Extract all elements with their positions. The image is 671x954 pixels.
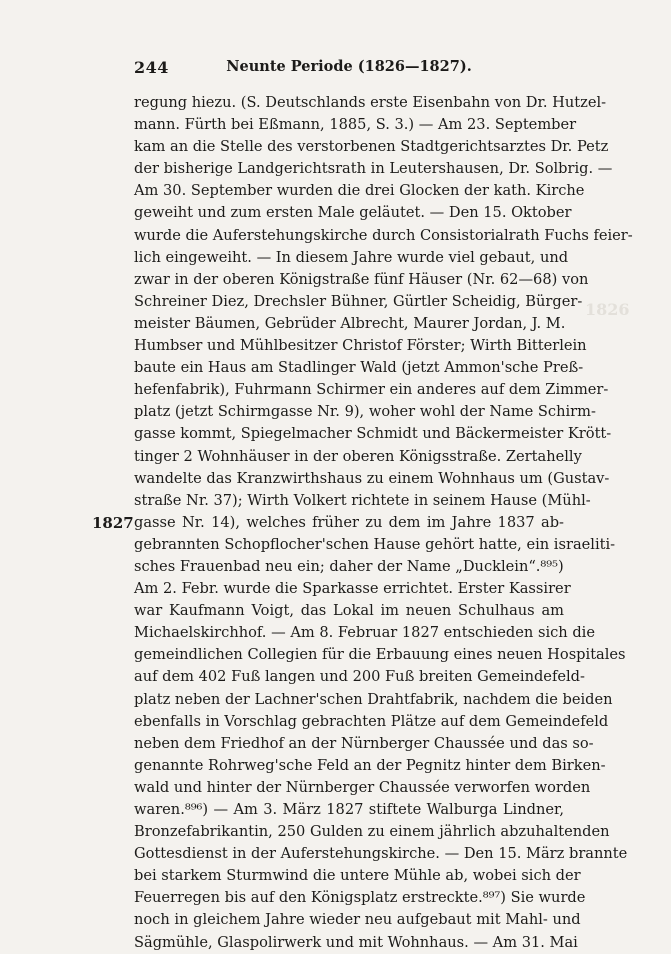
text-line: geweiht und zum ersten Male geläutet. — Den 15. Oktober [134,204,572,222]
text-line: gasse kommt, Spiegelmacher Schmidt und Bäckermeister Krött- [134,425,612,443]
text-line: kam an die Stelle des verstorbenen Stadtgerichtsarztes Dr. Petz [134,138,609,156]
text-line: gasse Nr. 14), welches früher zu dem im Jahre 1837 ab- [134,513,564,531]
text-line: Gottesdienst in der Auferstehungskirche. — Den 15. März brannte [134,845,628,863]
text-line: zwar in der oberen Königstraße fünf Häuser (Nr. 62—68) von [134,270,589,288]
text-line: Am 2. Febr. wurde die Sparkasse errichtet. Erster Kassirer [134,580,571,598]
text-line: Michaelskirchhof. — Am 8. Februar 1827 entschieden sich die [134,624,595,642]
text-line: auf dem 402 Fuß langen und 200 Fuß breiten Gemeindefeld- [134,668,585,686]
text-line: Humbser und Mühlbesitzer Christof Förster; Wirth Bitterlein [134,337,587,355]
page-header [134,58,564,82]
text-line: noch in gleichem Jahre wieder neu aufgebaut mit Mahl- und [134,911,581,929]
bleed-through-text: 1826 [585,300,630,319]
text-line: Bronzefabrikantin, 250 Gulden zu einem jährlich abzuhaltenden [134,823,610,841]
text-line: platz neben der Lachner'schen Drahtfabrik, nachdem die beiden [134,690,613,708]
text-line: mann. Fürth bei Eßmann, 1885, S. 3.) — Am 23. September [134,116,577,134]
text-line: wandelte das Kranzwirthshaus zu einem Wohnhaus um (Gustav- [134,469,610,487]
text-line: tinger 2 Wohnhäuser in der oberen Königsstraße. Zertahelly [134,447,582,465]
text-line: gebrannten Schopflocher'schen Hause gehört hatte, ein israeliti- [134,535,616,553]
text-line: baute ein Haus am Stadlinger Wald (jetzt Ammon'sche Preß- [134,359,584,377]
text-line: Schreiner Diez, Drechsler Bühner, Gürtler Scheidig, Bürger- [134,292,583,310]
text-line: war Kaufmann Voigt, das Lokal im neuen Schulhaus am [134,602,564,620]
running-head: Neunte Periode (1826—1827). [226,58,472,75]
text-line: regung hiezu. (S. Deutschlands erste Eisenbahn von Dr. Hutzel- [134,94,607,111]
text-line: gemeindlichen Collegien für die Erbauung eines neuen Hospitales [134,646,626,664]
text-line: hefenfabrik), Fuhrmann Schirmer ein anderes auf dem Zimmer- [134,381,609,399]
text-line: platz (jetzt Schirmgasse Nr. 9), woher wohl der Name Schirm- [134,403,596,421]
text-line: bei starkem Sturmwind die untere Mühle ab, wobei sich der [134,867,581,885]
text-line: waren.⁸⁹⁶) — Am 3. März 1827 stiftete Walburga Lindner, [134,801,564,818]
text-line: genannte Rohrweg'sche Feld an der Pegnitz hinter dem Birken- [134,756,606,774]
text-line: ebenfalls in Vorschlag gebrachten Plätze auf dem Gemeindefeld [134,712,609,730]
text-line: lich eingeweiht. — In diesem Jahre wurde viel gebaut, und [134,248,569,266]
text-line: Feuerregen bis auf den Königsplatz erstreckte.⁸⁹⁷) Sie wurde [134,889,586,907]
text-line: wald und hinter der Nürnberger Chaussée verworfen worden [134,778,591,796]
text-line: meister Bäumen, Gebrüder Albrecht, Maurer Jordan, J. M. [134,314,566,332]
text-line: straße Nr. 37); Wirth Volkert richtete in seinem Hause (Mühl- [134,491,591,509]
page-number: 244 [134,58,169,77]
text-line: neben dem Friedhof an der Nürnberger Chaussée und das so- [134,734,594,752]
margin-year: 1827 [92,514,134,532]
text-line: Sägmühle, Glaspolirwerk und mit Wohnhaus. — Am 31. Mai [134,933,578,951]
text-line: sches Frauenbad neu ein; daher der Name „Ducklein“.⁸⁹⁵) [134,557,564,575]
text-line: Am 30. September wurden die drei Glocken der kath. Kirche [134,182,585,200]
text-line: wurde die Auferstehungskirche durch Consistorialrath Fuchs feier- [134,226,633,244]
text-line: der bisherige Landgerichtsrath in Leutershausen, Dr. Solbrig. — [134,160,613,178]
